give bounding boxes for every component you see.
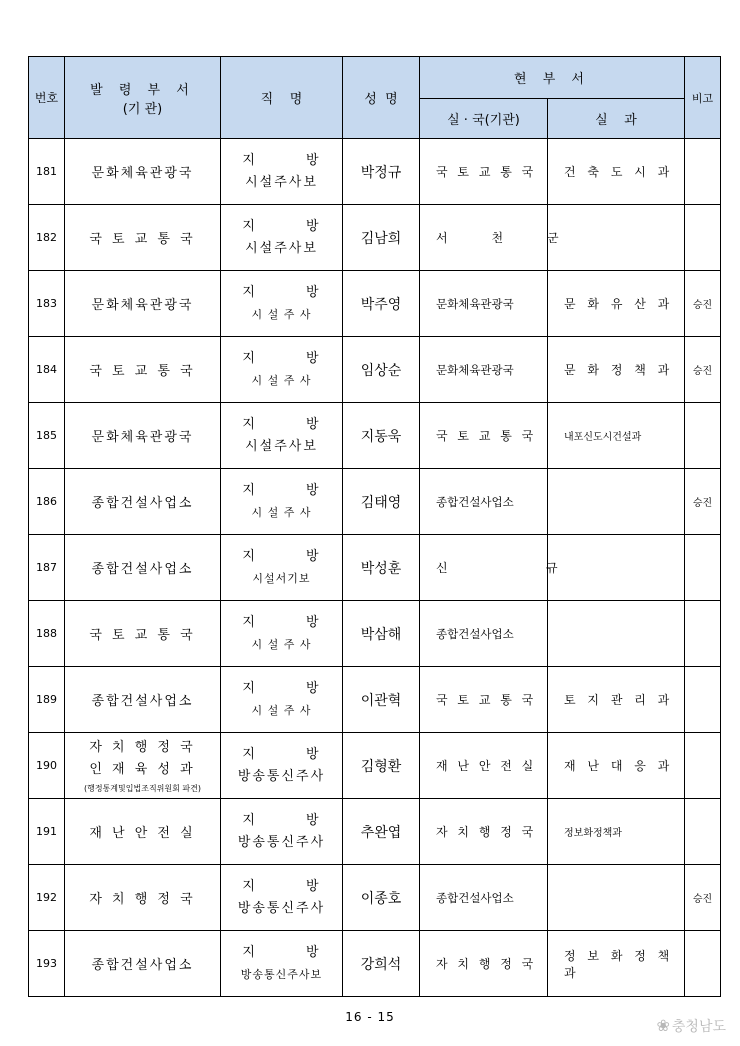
personnel-table: [28, 56, 721, 997]
cell-rank-line1: 지 방: [242, 416, 321, 432]
cell-current-office: 신 규: [420, 535, 548, 601]
cell-no: 187: [29, 535, 65, 601]
table-row: [29, 931, 721, 997]
cell-dept: 문화체육관광국: [65, 139, 221, 205]
cell-rank: [221, 205, 343, 271]
cell-name: 박정규: [343, 139, 420, 205]
cell-current-section: [548, 601, 685, 667]
cell-note: [685, 667, 721, 733]
cell-rank-line2: 방송통신주사: [237, 768, 326, 784]
header-note: 비고: [685, 57, 721, 139]
cell-rank: [221, 403, 343, 469]
cell-current-office: 재 난 안 전 실: [420, 733, 548, 799]
cell-rank-line2: 방송통신주사: [237, 900, 326, 916]
cell-dept: [65, 733, 221, 799]
table-row: [29, 535, 721, 601]
header-rank: 직 명: [221, 57, 343, 139]
header-no: 번호: [29, 57, 65, 139]
cell-name: 김남희: [343, 205, 420, 271]
cell-current-section: 토 지 관 리 과: [548, 667, 685, 733]
cell-rank: [221, 535, 343, 601]
cell-current-section: [548, 535, 685, 601]
cell-rank-line1: 지 방: [242, 812, 321, 828]
table-row: [29, 205, 721, 271]
cell-name: 이종호: [343, 865, 420, 931]
cell-dept-line1: 자 치 행 정 국: [89, 740, 196, 755]
cell-no: 182: [29, 205, 65, 271]
cell-note: [685, 139, 721, 205]
table-row: [29, 865, 721, 931]
cell-current-section: [548, 469, 685, 535]
cell-rank: [221, 337, 343, 403]
cell-name: 김형환: [343, 733, 420, 799]
table-row: [29, 271, 721, 337]
table-row: [29, 403, 721, 469]
cell-rank-line2: 시설주사보: [245, 438, 318, 454]
cell-current-section: 문 화 정 책 과: [548, 337, 685, 403]
cell-name: 이관혁: [343, 667, 420, 733]
cell-name: 임상순: [343, 337, 420, 403]
cell-no: 184: [29, 337, 65, 403]
cell-name: 박주영: [343, 271, 420, 337]
cell-rank-line2: 시 설 주 사: [251, 637, 312, 651]
header-dept-line2: (기 관): [122, 101, 163, 117]
cell-rank-line1: 지 방: [242, 152, 321, 168]
cell-rank: [221, 139, 343, 205]
cell-rank: [221, 469, 343, 535]
cell-current-section: 재 난 대 응 과: [548, 733, 685, 799]
table-row: [29, 337, 721, 403]
cell-name: 추완엽: [343, 799, 420, 865]
cell-dept-note: (행정통계및입법조직위원회 파견): [84, 784, 201, 793]
cell-rank-line2: 시설주사보: [245, 174, 318, 190]
cell-dept: 종합건설사업소: [65, 931, 221, 997]
table-row: [29, 139, 721, 205]
header-current: [420, 57, 685, 99]
cell-dept: 종합건설사업소: [65, 469, 221, 535]
cell-no: 192: [29, 865, 65, 931]
cell-rank-line2: 방송통신주사: [237, 834, 326, 850]
cell-no: 183: [29, 271, 65, 337]
cell-no: 193: [29, 931, 65, 997]
cell-current-office: 서 천 군: [420, 205, 548, 271]
cell-current-office: 자 치 행 정 국: [420, 799, 548, 865]
cell-note: [685, 403, 721, 469]
watermark-text: 충청남도: [671, 1019, 726, 1035]
cell-note: 승진: [685, 865, 721, 931]
cell-current-section: 문 화 유 산 과: [548, 271, 685, 337]
cell-name: 강희석: [343, 931, 420, 997]
cell-rank: [221, 601, 343, 667]
cell-current-section: 정보화정책과: [548, 799, 685, 865]
cell-name: 지동욱: [343, 403, 420, 469]
cell-note: [685, 931, 721, 997]
cell-rank-line2: 시 설 주 사: [251, 373, 312, 387]
cell-rank-line1: 지 방: [242, 746, 321, 762]
table-row: [29, 667, 721, 733]
cell-rank-line2: 시설서기보: [252, 571, 311, 585]
header-dept-line1: 발 령 부 서: [90, 82, 195, 98]
cell-current-office: 종합건설사업소: [420, 865, 548, 931]
cell-dept: 국 토 교 통 국: [65, 205, 221, 271]
cell-rank-line2: 시 설 주 사: [251, 505, 312, 519]
cell-current-section: 건 축 도 시 과: [548, 139, 685, 205]
cell-no: 186: [29, 469, 65, 535]
cell-current-office: 자 치 행 정 국: [420, 931, 548, 997]
cell-dept: 문화체육관광국: [65, 403, 221, 469]
cell-rank: [221, 733, 343, 799]
table-row: [29, 469, 721, 535]
header-current-office: 실 · 국(기관): [420, 99, 548, 139]
cell-current-office: 종합건설사업소: [420, 601, 548, 667]
header-name: 성 명: [343, 57, 420, 139]
cell-current-office: 국 토 교 통 국: [420, 667, 548, 733]
cell-name: 김태영: [343, 469, 420, 535]
cell-dept: 종합건설사업소: [65, 667, 221, 733]
cell-rank: [221, 931, 343, 997]
cell-rank-line1: 지 방: [242, 614, 321, 630]
cell-current-section: 정 보 화 정 책 과: [548, 931, 685, 997]
cell-note: 승진: [685, 469, 721, 535]
cell-dept: 자 치 행 정 국: [65, 865, 221, 931]
cell-rank-line2: 시설주사보: [245, 240, 318, 256]
cell-rank-line2: 시 설 주 사: [251, 703, 312, 717]
cell-current-office: 국 토 교 통 국: [420, 139, 548, 205]
cell-no: 188: [29, 601, 65, 667]
cell-dept: 국 토 교 통 국: [65, 337, 221, 403]
cell-dept-line2: 인 재 육 성 과: [89, 762, 196, 777]
table-row: [29, 733, 721, 799]
cell-rank-line1: 지 방: [242, 548, 321, 564]
cell-note: 승진: [685, 271, 721, 337]
cell-rank-line2: 시 설 주 사: [251, 307, 312, 321]
cell-dept: 종합건설사업소: [65, 535, 221, 601]
cell-note: [685, 733, 721, 799]
table-row: [29, 799, 721, 865]
cell-no: 181: [29, 139, 65, 205]
cell-rank: [221, 271, 343, 337]
watermark: [656, 1016, 726, 1036]
cell-note: [685, 601, 721, 667]
cell-rank-line1: 지 방: [242, 944, 321, 960]
cell-current-section: [548, 205, 685, 271]
cell-current-section: [548, 865, 685, 931]
cell-current-office: 문화체육관광국: [420, 337, 548, 403]
cell-current-office: 문화체육관광국: [420, 271, 548, 337]
cell-rank-line2: 방송통신주사보: [240, 967, 323, 981]
cell-rank: [221, 667, 343, 733]
cell-dept: 문화체육관광국: [65, 271, 221, 337]
cell-dept: 국 토 교 통 국: [65, 601, 221, 667]
cell-note: 승진: [685, 337, 721, 403]
swirl-logo-icon: ❀: [656, 1016, 670, 1035]
cell-current-office: 종합건설사업소: [420, 469, 548, 535]
cell-no: 190: [29, 733, 65, 799]
cell-note: [685, 535, 721, 601]
cell-rank-line1: 지 방: [242, 680, 321, 696]
cell-note: [685, 799, 721, 865]
cell-rank-line1: 지 방: [242, 284, 321, 300]
cell-name: 박삼해: [343, 601, 420, 667]
header-dept: [65, 57, 221, 139]
header-current-label: 현 부 서: [514, 72, 590, 87]
header-current-section: 실 과: [548, 99, 685, 139]
cell-rank-line1: 지 방: [242, 350, 321, 366]
cell-no: 191: [29, 799, 65, 865]
cell-dept: 재 난 안 전 실: [65, 799, 221, 865]
cell-name: 박성훈: [343, 535, 420, 601]
cell-no: 189: [29, 667, 65, 733]
cell-rank: [221, 865, 343, 931]
cell-rank-line1: 지 방: [242, 482, 321, 498]
cell-note: [685, 205, 721, 271]
table-row: [29, 601, 721, 667]
page-number: 16 - 15: [345, 1010, 395, 1024]
cell-rank: [221, 799, 343, 865]
cell-rank-line1: 지 방: [242, 218, 321, 234]
cell-current-office: 국 토 교 통 국: [420, 403, 548, 469]
cell-rank-line1: 지 방: [242, 878, 321, 894]
cell-no: 185: [29, 403, 65, 469]
cell-current-section: 내포신도시건설과: [548, 403, 685, 469]
